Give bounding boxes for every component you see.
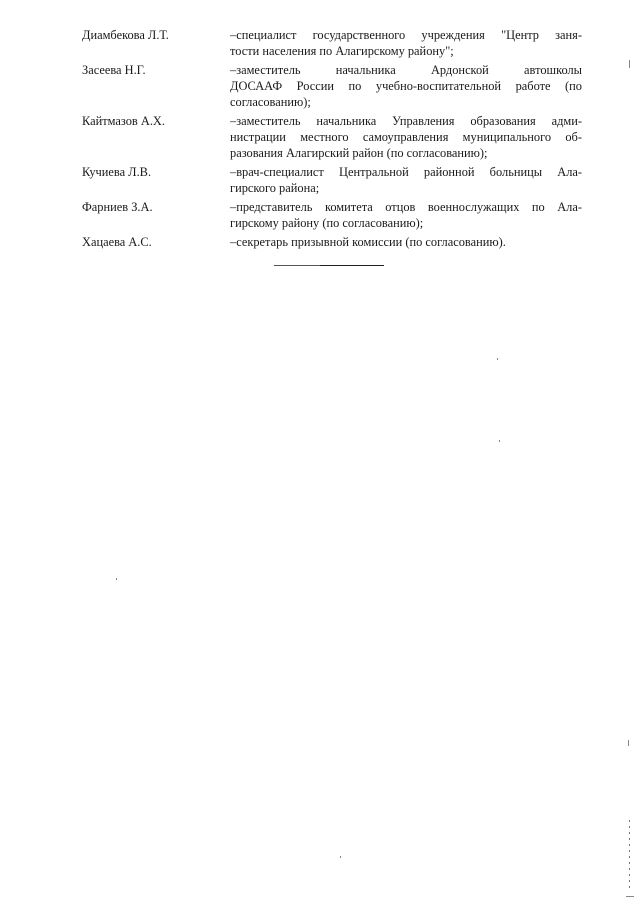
separator-accent: [320, 265, 384, 266]
member-name: Диамбекова Л.Т.: [82, 28, 169, 42]
member-entry: [82, 234, 582, 250]
scan-edge-mark: [629, 60, 630, 68]
member-role: [230, 234, 582, 250]
scan-edge-mark: [629, 820, 630, 890]
member-entry: [82, 27, 582, 59]
member-role: [230, 199, 582, 231]
member-entry: [82, 62, 582, 110]
end-of-list-separator: [274, 265, 384, 266]
member-entry: [82, 199, 582, 231]
member-role: [230, 164, 582, 196]
scan-speck: [116, 578, 117, 580]
member-name: Засеева Н.Г.: [82, 63, 146, 77]
scan-speck: [497, 358, 498, 360]
member-role: [230, 27, 582, 59]
member-name: Хацаева А.С.: [82, 235, 152, 249]
role-line: –заместитель начальника Управления образования адми-: [230, 114, 582, 128]
role-line: гирского района;: [230, 181, 320, 195]
role-line: –специалист государственного учреждения "Центр заня-: [230, 28, 582, 42]
commission-member-list: [82, 27, 582, 253]
role-line: гирскому району (по согласованию);: [230, 216, 424, 230]
role-line: –врач-специалист Центральной районной больницы Ала-: [230, 165, 582, 179]
member-entry: [82, 113, 582, 161]
role-line: –заместитель начальника Ардонской автошколы: [230, 63, 582, 77]
role-line: ДОСААФ России по учебно-воспитательной работе (по: [230, 79, 582, 93]
role-line: –представитель комитета отцов военнослужащих по Ала-: [230, 200, 582, 214]
member-role: [230, 113, 582, 161]
member-entry: [82, 164, 582, 196]
role-line: нистрации местного самоуправления муниципального об-: [230, 130, 582, 144]
scan-speck: [340, 856, 341, 858]
role-line: тости населения по Алагирскому району";: [230, 44, 454, 58]
scan-edge-mark: [626, 896, 634, 897]
role-line: –секретарь призывной комиссии (по согласованию).: [230, 235, 506, 249]
member-name: Фарниев З.А.: [82, 200, 153, 214]
member-name: Кучиева Л.В.: [82, 165, 152, 179]
member-role: [230, 62, 582, 110]
role-line: согласованию);: [230, 95, 311, 109]
member-name: Кайтмазов А.Х.: [82, 114, 165, 128]
role-line: разования Алагирский район (по согласованию);: [230, 146, 488, 160]
scan-speck: [499, 440, 500, 442]
scan-edge-mark: [628, 740, 629, 746]
